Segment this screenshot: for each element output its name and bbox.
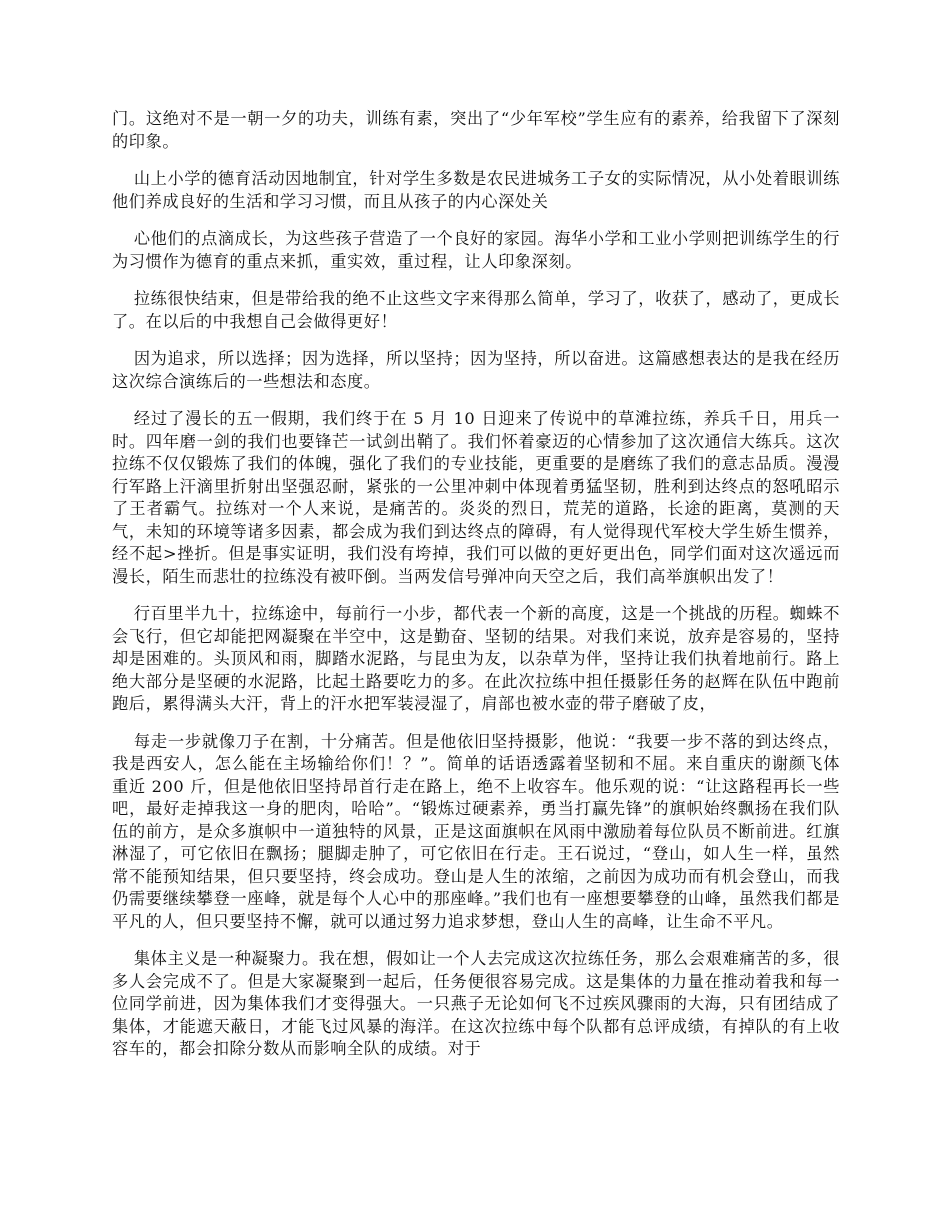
paragraph-6: 经过了漫长的五一假期，我们终于在 5 月 10 日迎来了传说中的草滩拉练，养兵千日，用兵一时。四年磨一剑的我们也要锋芒一试剑出鞘了。我们怀着豪迈的心情参加了这次通信大练兵。这次拉练不仅仅锻炼了我们的体魄，强化了我们的专业技能，更重要的是磨练了我们的意志品质。漫漫行军路上汗滴里折射出坚强忍耐，紧张的一公里冲刺中体现着勇猛坚韧，胜利到达终点的怒吼昭示了王者霸气。拉练对一个人来说，是痛苦的。炎炎的烈日，荒芜的道路，长途的距离，莫测的天气，未知的环境等诸多因素，都会成为我们到达终点的障碍，有人觉得现代军校大学生娇生惯养，经不起>挫折。但是事实证明，我们没有垮掉，我们可以做的更好更出色，同学们面对这次遥远而漫长，陌生而悲壮的拉练没有被吓倒。当两发信号弹冲向天空之后，我们高举旗帜出发了！	[112, 409, 840, 586]
paragraph-3: 心他们的点滴成长，为这些孩子营造了一个良好的家园。海华小学和工业小学则把训练学生的行为习惯作为德育的重点来抓，重实效，重过程，让人印象深刻。	[112, 229, 840, 271]
paragraph-4: 拉练很快结束，但是带给我的绝不止这些文字来得那么简单，学习了，收获了，感动了，更成长了。在以后的中我想自己会做得更好！	[112, 289, 840, 331]
paragraph-2: 山上小学的德育活动因地制宜，针对学生多数是农民进城务工子女的实际情况，从小处着眼训练他们养成良好的生活和学习习惯，而且从孩子的内心深处关	[112, 169, 840, 211]
paragraph-8: 每走一步就像刀子在割，十分痛苦。但是他依旧坚持摄影，他说：“我要一步不落的到达终点，我是西安人，怎么能在主场输给你们！？”。简单的话语透露着坚韧和不屈。来自重庆的谢颜飞体重近 200 斤，但是他依旧坚持昂首行走在路上，绝不上收容车。他乐观的说：“让这路程再长一些吧，最好走掉我这一身的肥肉，哈哈”。“锻炼过硬素养，勇当打赢先锋”的旗帜始终飘扬在我们队伍的前方，是众多旗帜中一道独特的风景，正是这面旗帜在风雨中激励着每位队员不断前进。红旗淋湿了，可它依旧在飘扬；腿脚走肿了，可它依旧在行走。王石说过，“登山，如人生一样，虽然常不能预知结果，但只要坚持，终会成功。登山是人生的浓缩，之前因为成功而有机会登山，而我仍需要继续攀登一座峰，就是每个人心中的那座峰。”我们也有一座想要攀登的山峰，虽然我们都是平凡的人，但只要坚持不懈，就可以通过努力追求梦想，登山人生的高峰，让生命不平凡。	[112, 731, 840, 931]
paragraph-7: 行百里半九十，拉练途中，每前行一小步，都代表一个新的高度，这是一个挑战的历程。蜘蛛不会飞行，但它却能把网凝聚在半空中，这是勤奋、坚韧的结果。对我们来说，放弃是容易的，坚持却是困难的。头顶风和雨，脚踏水泥路，与昆虫为友，以杂草为伴，坚持让我们执着地前行。路上绝大部分是坚硬的水泥路，比起土路要吃力的多。在此次拉练中担任摄影任务的赵辉在队伍中跑前跑后，累得满头大汗，背上的汗水把军装浸湿了，肩部也被水壶的带子磨破了皮，	[112, 604, 840, 713]
paragraph-5: 因为追求，所以选择；因为选择，所以坚持；因为坚持，所以奋进。这篇感想表达的是我在经历这次综合演练后的一些想法和态度。	[112, 349, 840, 391]
paragraph-1: 门。这绝对不是一朝一夕的功夫，训练有素，突出了“少年军校”学生应有的素养，给我留下了深刻的印象。	[112, 109, 840, 151]
document-body	[112, 108, 840, 1076]
paragraph-9: 集体主义是一种凝聚力。我在想，假如让一个人去完成这次拉练任务，那么会艰难痛苦的多，很多人会完成不了。但是大家凝聚到一起后，任务便很容易完成。这是集体的力量在推动着我和每一位同学前进，因为集体我们才变得强大。一只燕子无论如何飞不过疾风骤雨的大海，只有团结成了集体，才能遮天蔽日，才能飞过风暴的海洋。在这次拉练中每个队都有总评成绩，有掉队的有上收容车的，都会扣除分数从而影响全队的成绩。对于	[112, 949, 840, 1058]
